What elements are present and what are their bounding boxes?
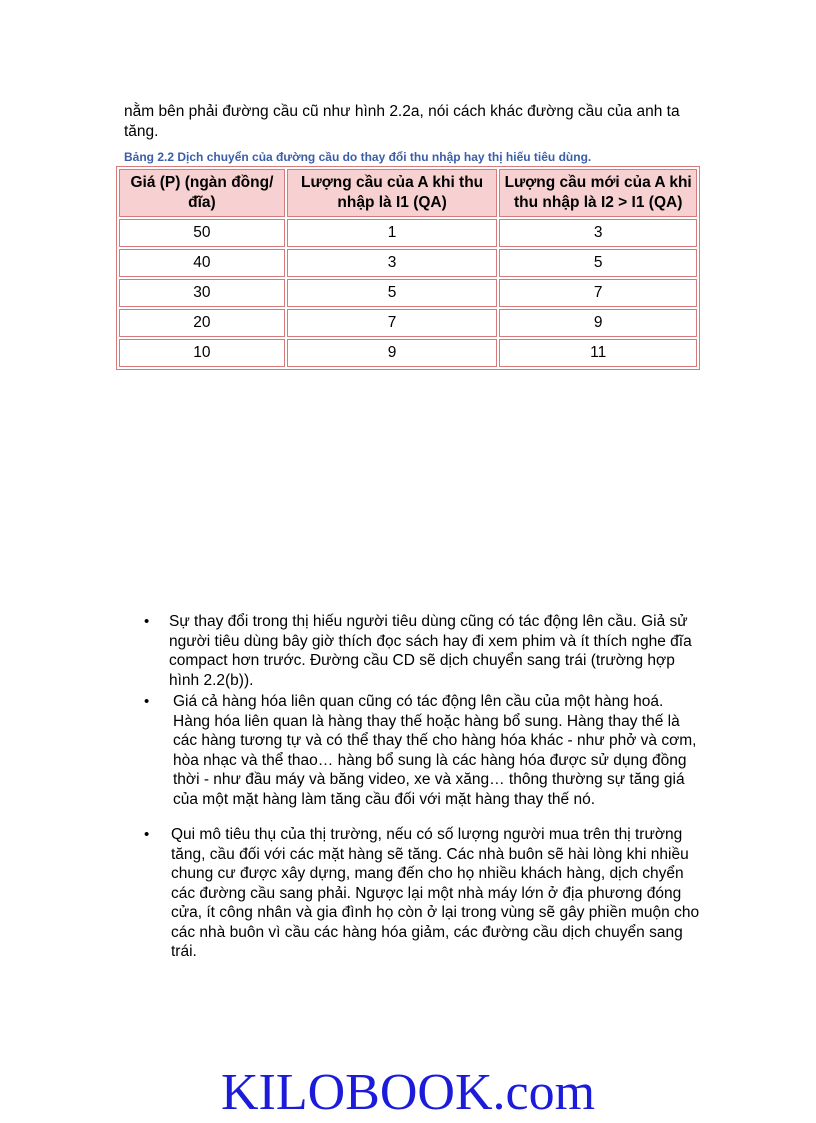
bullet-icon: • [144, 826, 150, 843]
table-row [119, 309, 697, 337]
cell-quantity-i2: 7 [499, 279, 697, 307]
table-row [119, 219, 697, 247]
intro-paragraph: nằm bên phải đường cầu cũ như hình 2.2a, nói cách khác đường cầu của anh ta tăng. [124, 103, 680, 140]
cell-quantity-i1: 9 [287, 339, 498, 367]
cell-quantity-i2: 3 [499, 219, 697, 247]
cell-quantity-i2: 11 [499, 339, 697, 367]
cell-quantity-i2: 5 [499, 249, 697, 277]
header-quantity-i2: Lượng cầu mới của A khi thu nhập là I2 > I1 (QA) [499, 169, 697, 217]
cell-quantity-i1: 5 [287, 279, 498, 307]
cell-quantity-i2: 9 [499, 309, 697, 337]
bullet-list [142, 612, 702, 962]
list-item [142, 825, 702, 962]
demand-table [116, 166, 700, 370]
header-price: Giá (P) (ngàn đồng/đĩa) [119, 169, 285, 217]
bullet-icon: • [144, 693, 150, 710]
cell-quantity-i1: 7 [287, 309, 498, 337]
table-row [119, 279, 697, 307]
list-item [142, 692, 702, 809]
header-quantity-i1: Lượng cầu của A khi thu nhập là I1 (QA) [287, 169, 498, 217]
table-row [119, 249, 697, 277]
list-item [142, 612, 702, 690]
table-row [119, 339, 697, 367]
bullet-icon: • [144, 613, 150, 630]
cell-price: 50 [119, 219, 285, 247]
cell-quantity-i1: 1 [287, 219, 498, 247]
list-item-text: Qui mô tiêu thụ của thị trường, nếu có số lượng người mua trên thị trường tăng, cầu đối với các mặt hàng sẽ tăng. Các nhà buôn sẽ hài lòng khi nhiều chung cư được xây dựng, mang đến cho họ nhiều khách hàng, dịch chyển các đường cầu sang phải. Ngược lại một nhà máy lớn ở địa phương đóng cửa, ít công nhân và gia đình họ còn ở lại trong vùng sẽ gây phiền muộn cho các nhà buôn vì cầu các hàng hóa giảm, các đường cầu dịch chuyển sang trái. [171, 826, 700, 960]
table-header-row [119, 169, 697, 217]
cell-quantity-i1: 3 [287, 249, 498, 277]
list-item-text: Sự thay đổi trong thị hiếu người tiêu dùng cũng có tác động lên cầu. Giả sử người tiêu dùng bây giờ thích đọc sách hay đi xem phim và ít thích nghe đĩa compact hơn trước. Đường cầu CD sẽ dịch chuyển sang trái (trường hợp hình 2.2(b)). [169, 613, 692, 689]
kilobook-watermark: KILOBOOK.com [220, 1064, 596, 1121]
list-item-text: Giá cả hàng hóa liên quan cũng có tác động lên cầu của một hàng hoá. Hàng hóa liên quan là hàng thay thế hoặc hàng bổ sung. Hàng thay thế là các hàng tương tự và có thể thay thế cho hàng hóa khác - như phở và cơm, hòa nhạc và thể thao… hàng bổ sung là các hàng hóa được sử dụng đồng thời - như đầu máy và băng video, xe và xăng… thông thường sự tăng giá của một mặt hàng làm tăng cầu đối với mặt hàng thay thế nó. [173, 693, 697, 808]
cell-price: 10 [119, 339, 285, 367]
table-caption: Bảng 2.2 Dịch chuyển của đường cầu do thay đổi thu nhập hay thị hiếu tiêu dùng. [124, 150, 592, 164]
cell-price: 30 [119, 279, 285, 307]
cell-price: 20 [119, 309, 285, 337]
cell-price: 40 [119, 249, 285, 277]
